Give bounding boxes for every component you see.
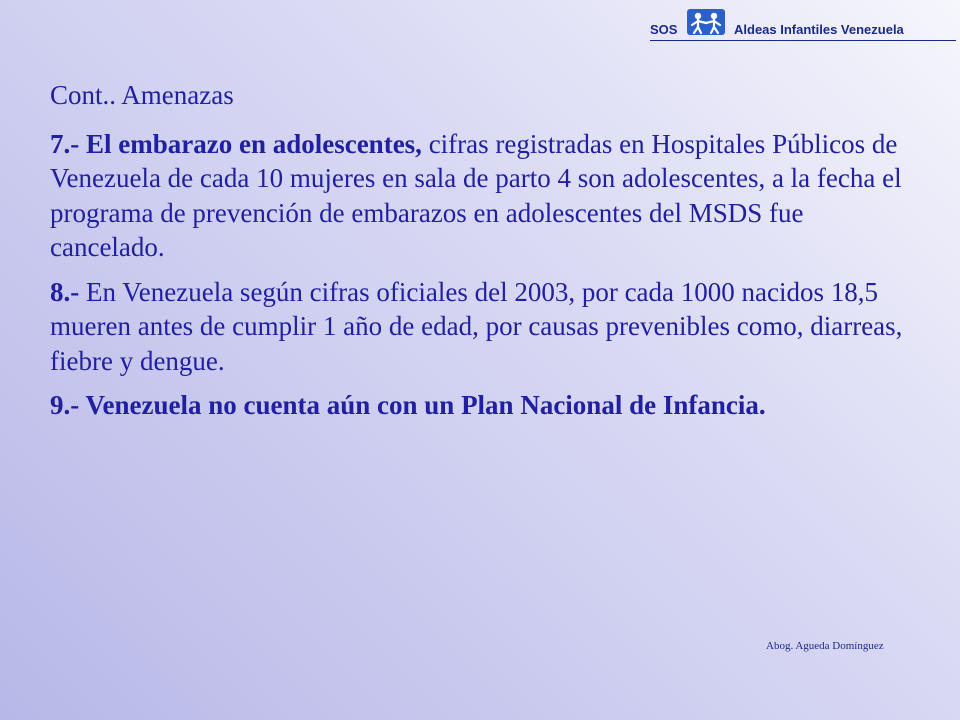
point-7 bbox=[50, 127, 920, 265]
author-credit: Abog. Agueda Domínguez bbox=[766, 640, 884, 652]
point-8 bbox=[50, 275, 920, 379]
header bbox=[650, 8, 956, 42]
sos-label: SOS bbox=[650, 22, 678, 37]
point-7-text: cifras registradas en Hospitales Públicos de Venezuela de cada 10 mujeres en sala de parto 4 son adolescentes, a la fecha el programa de prevención de embarazos en adolescentes del MSDS fue cancelado. bbox=[50, 128, 902, 262]
organization-name: Aldeas Infantiles Venezuela bbox=[734, 22, 904, 37]
header-rule bbox=[650, 40, 956, 41]
point-9 bbox=[50, 388, 920, 423]
point-7-heading: 7.- El embarazo en adolescentes, bbox=[50, 128, 422, 159]
point-8-heading: 8.- bbox=[50, 276, 80, 307]
point-9-text: 9.- Venezuela no cuenta aún con un Plan Nacional de Infancia. bbox=[50, 390, 766, 420]
slide-title: Cont.. Amenazas bbox=[50, 80, 234, 110]
slide-content bbox=[50, 78, 920, 433]
point-8-text: En Venezuela según cifras oficiales del 2003, por cada 1000 nacidos 18,5 mueren antes de cumplir 1 año de edad, por causas prevenibles como, diarreas, fiebre y dengue. bbox=[50, 276, 903, 376]
children-group-icon bbox=[686, 8, 726, 36]
